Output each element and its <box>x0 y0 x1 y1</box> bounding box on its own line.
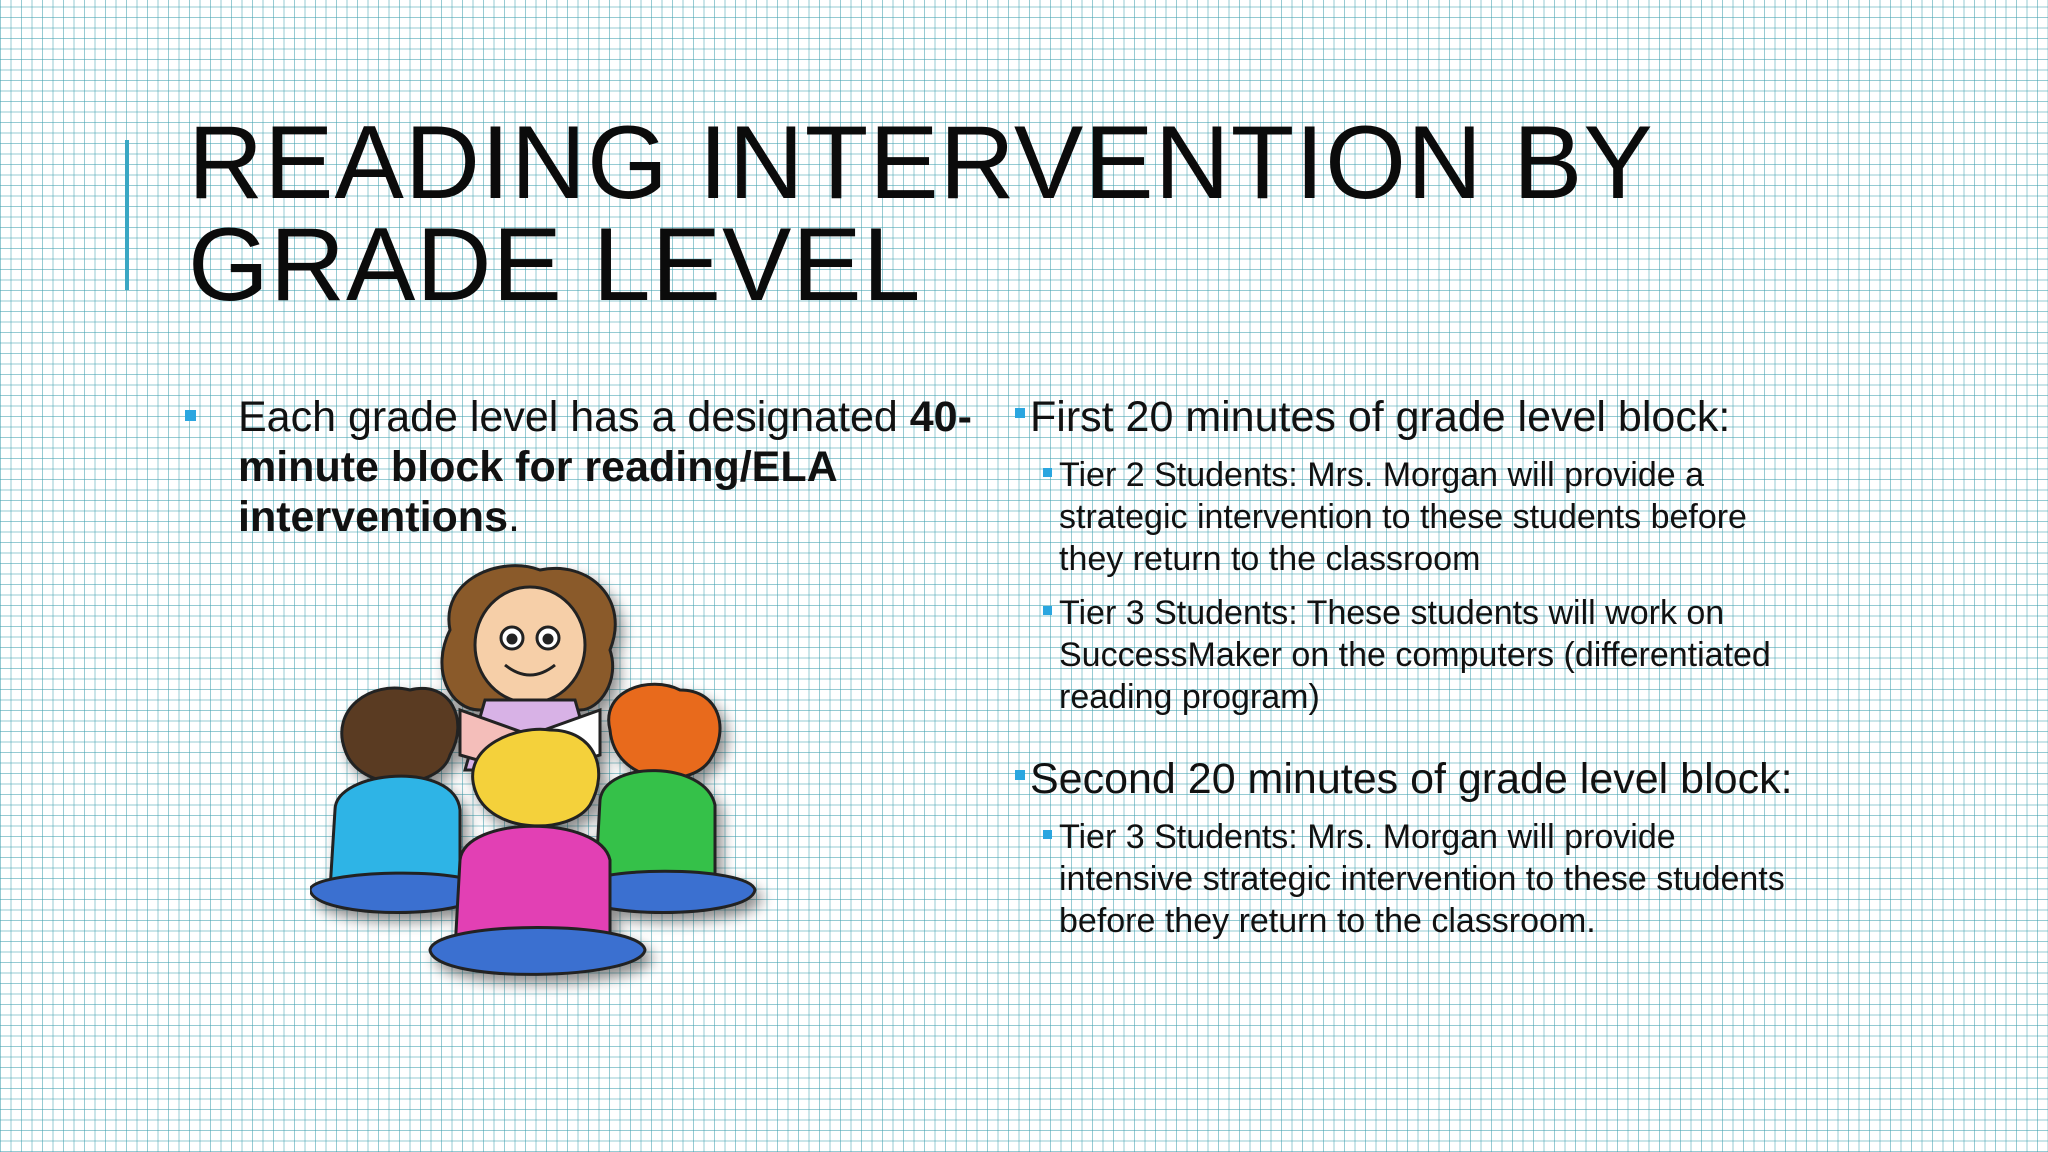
right-kid-hair <box>609 684 720 778</box>
left-kid-hair <box>342 688 458 782</box>
second-block-item-text: Tier 3 Students: Mrs. Morgan will provide intensive strategic intervention to these students before they return to the classroom. <box>1059 818 1785 940</box>
title-accent-bar <box>125 140 129 290</box>
teacher-face <box>475 587 585 703</box>
sub-bullet-icon <box>1043 468 1052 477</box>
left-content <box>185 392 985 542</box>
first-block-heading <box>1015 392 2015 442</box>
bullet-icon <box>1015 770 1025 780</box>
left-text-bold: 40-minute block for reading/ELA interventions <box>238 393 972 541</box>
second-block-heading-text: Second 20 minutes of grade level block: <box>1030 755 1793 803</box>
sub-bullet-icon <box>1043 606 1052 615</box>
left-text-plain: Each grade level has a designated <box>238 393 898 441</box>
first-block-item-text: Tier 2 Students: Mrs. Morgan will provide a strategic intervention to these students before they return to the classroom <box>1059 456 1747 578</box>
second-block-heading <box>1015 754 2015 804</box>
second-block-item <box>1015 816 1819 942</box>
first-block-item <box>1015 592 1819 718</box>
left-bullet-text <box>238 392 985 542</box>
first-block-item <box>1015 454 1819 580</box>
first-block-heading-text: First 20 minutes of grade level block: <box>1030 393 1731 441</box>
bullet-icon <box>185 410 196 421</box>
teacher-reading-to-children-illustration <box>310 560 810 1020</box>
sub-bullet-icon <box>1043 830 1052 839</box>
right-content <box>1015 392 2015 942</box>
slide-title: READING INTERVENTION BY GRADE LEVEL <box>188 105 1652 323</box>
left-text-end: . <box>508 493 520 541</box>
middle-kid-hair <box>473 729 599 826</box>
bullet-icon <box>1015 408 1025 418</box>
first-block-item-text: Tier 3 Students: These students will work on SuccessMaker on the computers (differentiated reading program) <box>1059 594 1771 716</box>
